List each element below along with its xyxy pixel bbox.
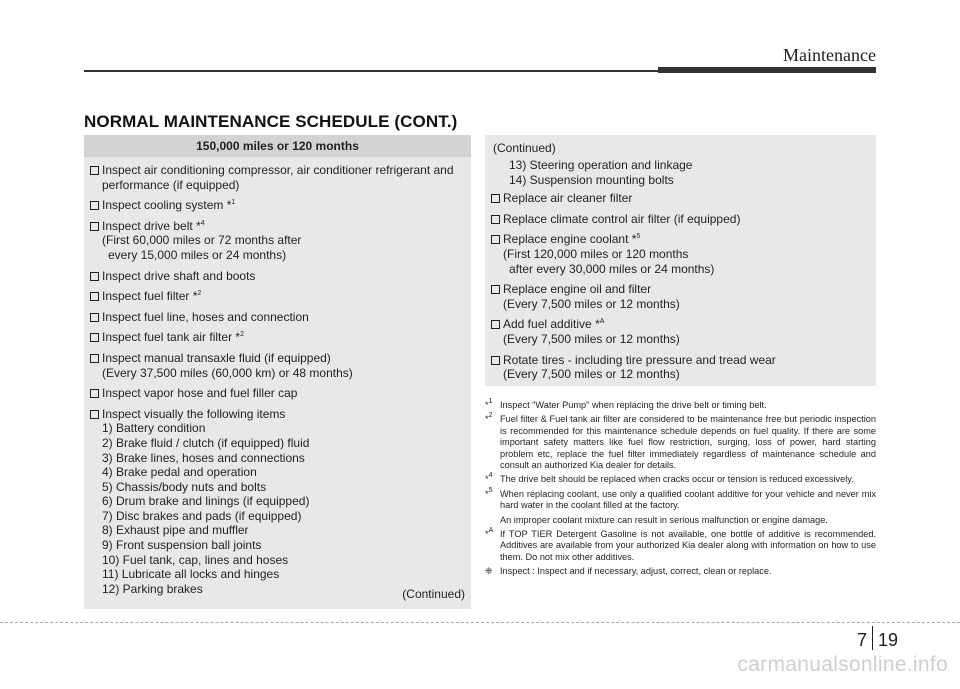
left-schedule-panel <box>84 135 471 609</box>
list-item: Inspect manual transaxle fluid (if equipped) (Every 37,500 miles (60,000 km) or 48 months) <box>84 351 471 380</box>
list-item: Inspect drive shaft and boots <box>84 269 471 284</box>
footnote: *$^4$ The drive belt should be replaced when cracks occur or tension is reduced excessively. <box>485 472 854 485</box>
sub-item: 14) Suspension mounting bolts <box>509 172 674 187</box>
numbered-list <box>485 158 876 187</box>
sub-item: 4) Brake pedal and operation <box>102 465 257 480</box>
list-item: Inspect fuel tank air filter *$^2$ <box>84 330 471 345</box>
sub-item: 8) Exhaust pipe and muffler <box>102 523 249 538</box>
continued-label: (Continued) <box>493 141 556 155</box>
list-item: Replace climate control air filter (if equipped) <box>485 212 876 227</box>
right-item-list <box>485 158 876 382</box>
asterisk-bullet-icon: ❈ <box>485 566 493 577</box>
list-item: Inspect air conditioning compressor, air conditioner refrigerant and performance (if equipped) <box>84 163 471 192</box>
checkbox-icon <box>90 389 99 398</box>
footnote: *$^A$ If TOP TIER Detergent Gasoline is not available, one bottle of additive is recommended. Additives are available from your authorized Kia dealer along with information on how to use them. Do not mix other additives. <box>485 527 876 562</box>
sub-item: 9) Front suspension ball joints <box>102 538 262 553</box>
right-schedule-panel <box>485 135 876 386</box>
checkbox-icon <box>90 313 99 322</box>
list-item: Inspect cooling system *$^1$ <box>84 198 471 213</box>
sub-item: 5) Chassis/body nuts and bolts <box>102 479 267 494</box>
checkbox-icon <box>491 356 500 365</box>
sub-item: 12) Parking brakes <box>102 581 203 596</box>
page-header-title: Maintenance <box>783 45 876 65</box>
list-item: Add fuel additive *$^A$ (Every 7,500 miles or 12 months) <box>485 317 876 346</box>
checkbox-icon <box>491 194 500 203</box>
footnote: An improper coolant mixture can result in serious malfunction or engine damage. <box>500 514 828 525</box>
sub-item: 13) Steering operation and linkage <box>509 158 693 172</box>
sub-item: 10) Fuel tank, cap, lines and hoses <box>102 552 289 567</box>
section-title: NORMAL MAINTENANCE SCHEDULE (CONT.) <box>84 112 458 131</box>
header-rule-thick <box>658 67 876 73</box>
sub-item: 7) Disc brakes and pads (if equipped) <box>102 508 302 523</box>
footnote: *$^1$ Inspect "Water Pump" when replacing the drive belt or timing belt. <box>485 398 767 410</box>
list-item: Inspect visually the following items 1) Battery condition 2) Brake fluid / clutch (if equipped) fluid 3) Brake lines, hoses and connections 4) Brake pedal and operation 5) Chassis/body nuts and bolts 6) Drum brake and linings (if equipped) 7) Disc brakes and pads (if equipped) 8) Exhaust pipe and muffler 9) Front suspension ball joints 10) Fuel tank, cap, lines and hoses 11) Lubricate all locks and hinges 12) Parking brakes <box>84 407 471 597</box>
sub-item: 11) Lubricate all locks and hinges <box>102 567 280 582</box>
left-item-list <box>84 157 471 596</box>
list-item: Inspect vapor hose and fuel filler cap <box>84 386 471 401</box>
checkbox-icon <box>90 410 99 419</box>
footnote: *$^2$ Fuel filter & Fuel tank air filter are considered to be maintenance free but periodic inspection is recommended for this maintenance schedule depends on fuel quality. If there are some important safety matters like fuel flow restriction, surging, loss of power, hard starting problem etc, replace the fuel filter immediately regardless of maintenance schedule and consult an authorized Kia dealer for details. <box>485 412 876 471</box>
page-number-separator <box>872 626 873 650</box>
checkbox-icon <box>491 320 500 329</box>
checkbox-icon <box>90 201 99 210</box>
header-rule <box>84 70 658 72</box>
list-item: Inspect drive belt *$^4$ (First 60,000 miles or 72 months after every 15,000 miles or 24 months) <box>84 219 471 263</box>
checkbox-icon <box>90 333 99 342</box>
checkbox-icon <box>90 292 99 301</box>
list-item: Replace engine coolant *$^5$ (First 120,000 miles or 120 months after every 30,000 miles or 24 months) <box>485 232 876 276</box>
checkbox-icon <box>90 272 99 281</box>
sub-item: 2) Brake fluid / clutch (if equipped) fluid <box>102 435 310 450</box>
footnotes <box>485 400 876 581</box>
list-item: Inspect fuel line, hoses and connection <box>84 310 471 325</box>
continued-label: (Continued) <box>402 587 465 601</box>
checkbox-icon <box>491 235 500 244</box>
footnote: *$^5$ When replacing coolant, use only a qualified coolant additive for your vehicle and never mix hard water in the coolant filled at the factory. <box>485 486 876 511</box>
schedule-interval-heading: 150,000 miles or 120 months <box>84 135 471 157</box>
checkbox-icon <box>90 166 99 175</box>
checkbox-icon <box>491 285 500 294</box>
watermark: carmanualsonline.info <box>737 653 948 676</box>
sub-item: 1) Battery condition <box>102 421 206 436</box>
footnote: ❈ Inspect : Inspect and if necessary, adjust, correct, clean or replace. <box>485 566 772 577</box>
list-item: Inspect fuel filter *$^2$ <box>84 289 471 304</box>
page-number: 7 19 <box>857 626 898 651</box>
sub-item: 6) Drum brake and linings (if equipped) <box>102 494 310 509</box>
visual-inspection-sublist <box>102 421 471 596</box>
checkbox-icon <box>491 215 500 224</box>
sub-item: 3) Brake lines, hoses and connections <box>102 450 305 465</box>
list-item: Replace engine oil and filter (Every 7,500 miles or 12 months) <box>485 282 876 311</box>
checkbox-icon <box>90 354 99 363</box>
list-item: Replace air cleaner filter <box>485 191 876 206</box>
checkbox-icon <box>90 222 99 231</box>
footer-rule <box>0 622 960 623</box>
list-item: Rotate tires - including tire pressure and tread wear (Every 7,500 miles or 12 months) <box>485 353 876 382</box>
